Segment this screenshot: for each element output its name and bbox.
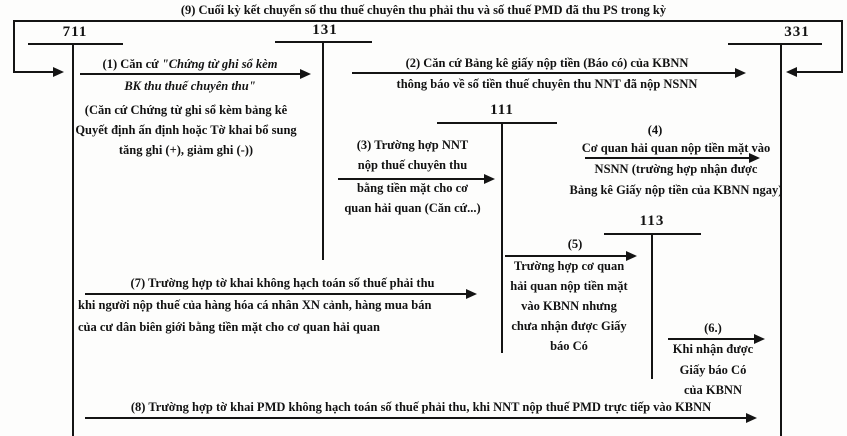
flow-7-label-line3: của cư dân biên giới bằng tiền mặt cho cơ quan hải quan bbox=[78, 320, 380, 334]
flow-9-right-drop-line bbox=[841, 20, 843, 73]
account-711-label: 711 bbox=[62, 24, 88, 40]
account-111-top-bar bbox=[437, 122, 557, 124]
flow-7-label-line2: khi người nộp thuế của hàng hóa cá nhân XN cảnh, hàng mua bán bbox=[78, 298, 432, 312]
flow-2-label-line2: thông báo về số tiền thuế chuyên thu NNT đã nộp NSNN bbox=[396, 77, 698, 91]
account-113-stem bbox=[651, 233, 653, 379]
flow-9-top-line bbox=[13, 20, 843, 22]
flow-8-label-line1: (8) Trường hợp tờ khai PMD không hạch toán số thuế phải thu, khi NNT nộp thuế PMD trực tiếp vào KBNN bbox=[130, 400, 712, 414]
account-331-top-bar bbox=[728, 43, 822, 45]
flow-1-label-quote: "Chứng từ ghi sổ kèm bbox=[161, 57, 278, 71]
flow-9-left-arrowhead bbox=[53, 67, 64, 77]
flow-5-label-line3: vào KBNN nhưng bbox=[521, 299, 617, 313]
flow-3-label-line4: quan hải quan (Căn cứ...) bbox=[344, 201, 481, 215]
flow-1-label-line1 bbox=[75, 57, 305, 72]
flow-8-arrowhead bbox=[746, 413, 757, 423]
account-331-label: 331 bbox=[784, 24, 810, 40]
flow-8-arrow-shaft bbox=[85, 417, 748, 419]
flow-7-arrow-shaft bbox=[85, 293, 468, 295]
flow-9-left-arrow-shaft bbox=[13, 71, 55, 73]
flow-5-number: (5) bbox=[567, 237, 583, 251]
flow-1-arrowhead bbox=[300, 69, 311, 79]
flow-5-label-line2: hải quan nộp tiền mặt bbox=[510, 279, 628, 293]
flow-1-note-line1: (Căn cứ Chứng từ ghi sổ kèm bảng kê bbox=[84, 103, 288, 117]
flow-3-label-line1: (3) Trường hợp NNT bbox=[356, 138, 469, 152]
flow-6-number: (6.) bbox=[704, 321, 722, 335]
flow-1-label-prefix: (1) Căn cứ bbox=[102, 57, 162, 71]
flow-6-label-line2: Giấy báo Có bbox=[679, 363, 747, 377]
flow-9-right-arrowhead bbox=[786, 67, 797, 77]
flow-6-arrow-shaft bbox=[668, 338, 756, 340]
account-131-label: 131 bbox=[312, 22, 338, 38]
flow-9-left-drop-line bbox=[13, 20, 15, 73]
account-111-label: 111 bbox=[490, 102, 514, 118]
flow-3-arrow-shaft bbox=[338, 178, 486, 180]
flow-4-label-line3: Bảng kê Giấy nộp tiền của KBNN ngay) bbox=[569, 183, 783, 197]
account-711-top-bar bbox=[28, 43, 123, 45]
account-711-stem bbox=[72, 43, 74, 436]
flow-4-arrow-shaft bbox=[585, 157, 751, 159]
flow-5-arrow-shaft bbox=[505, 255, 628, 257]
flow-2-label-line1: (2) Căn cứ Bảng kê giấy nộp tiền (Báo có) của KBNN bbox=[405, 56, 689, 70]
flow-1-arrow-shaft bbox=[80, 73, 302, 75]
account-331-stem bbox=[780, 43, 782, 436]
flow-2-arrow-shaft bbox=[352, 72, 737, 74]
flow-6-label-line3: của KBNN bbox=[684, 383, 742, 397]
flow-6-label-line1: Khi nhận được bbox=[672, 342, 754, 356]
flow-4-label-line1: Cơ quan hải quan nộp tiền mặt vào bbox=[581, 141, 771, 155]
flow-9-right-arrow-shaft bbox=[797, 71, 843, 73]
account-131-stem bbox=[322, 41, 324, 260]
flow-7-label-line1: (7) Trường hợp tờ khai không hạch toán số thuế phải thu bbox=[130, 276, 435, 290]
flow-1-label-line2: BK thu thuế chuyên thu" bbox=[124, 79, 256, 93]
flow-5-label-line1: Trường hợp cơ quan bbox=[513, 259, 625, 273]
flow-1-note-line3: tăng ghi (+), giảm ghi (-)) bbox=[118, 143, 254, 157]
flow-9-title: (9) Cuối kỳ kết chuyển số thu thuế chuyên thu phải thu và số thuế PMD đã thu PS trong kỳ bbox=[180, 3, 667, 17]
flow-3-label-line2: nộp thuế chuyên thu bbox=[357, 158, 468, 172]
flow-4-label-line2: NSNN (trường hợp nhận được bbox=[594, 162, 758, 176]
flow-1-note-line2: Quyết định ấn định hoặc Tờ khai bổ sung bbox=[75, 123, 297, 137]
flow-5-label-line5: báo Có bbox=[550, 339, 588, 353]
flow-5-label-line4: chưa nhận được Giấy bbox=[511, 319, 627, 333]
flow-3-label-line3: bằng tiền mặt cho cơ bbox=[356, 181, 469, 195]
account-113-label: 113 bbox=[639, 213, 665, 229]
flow-4-number: (4) bbox=[647, 123, 663, 137]
